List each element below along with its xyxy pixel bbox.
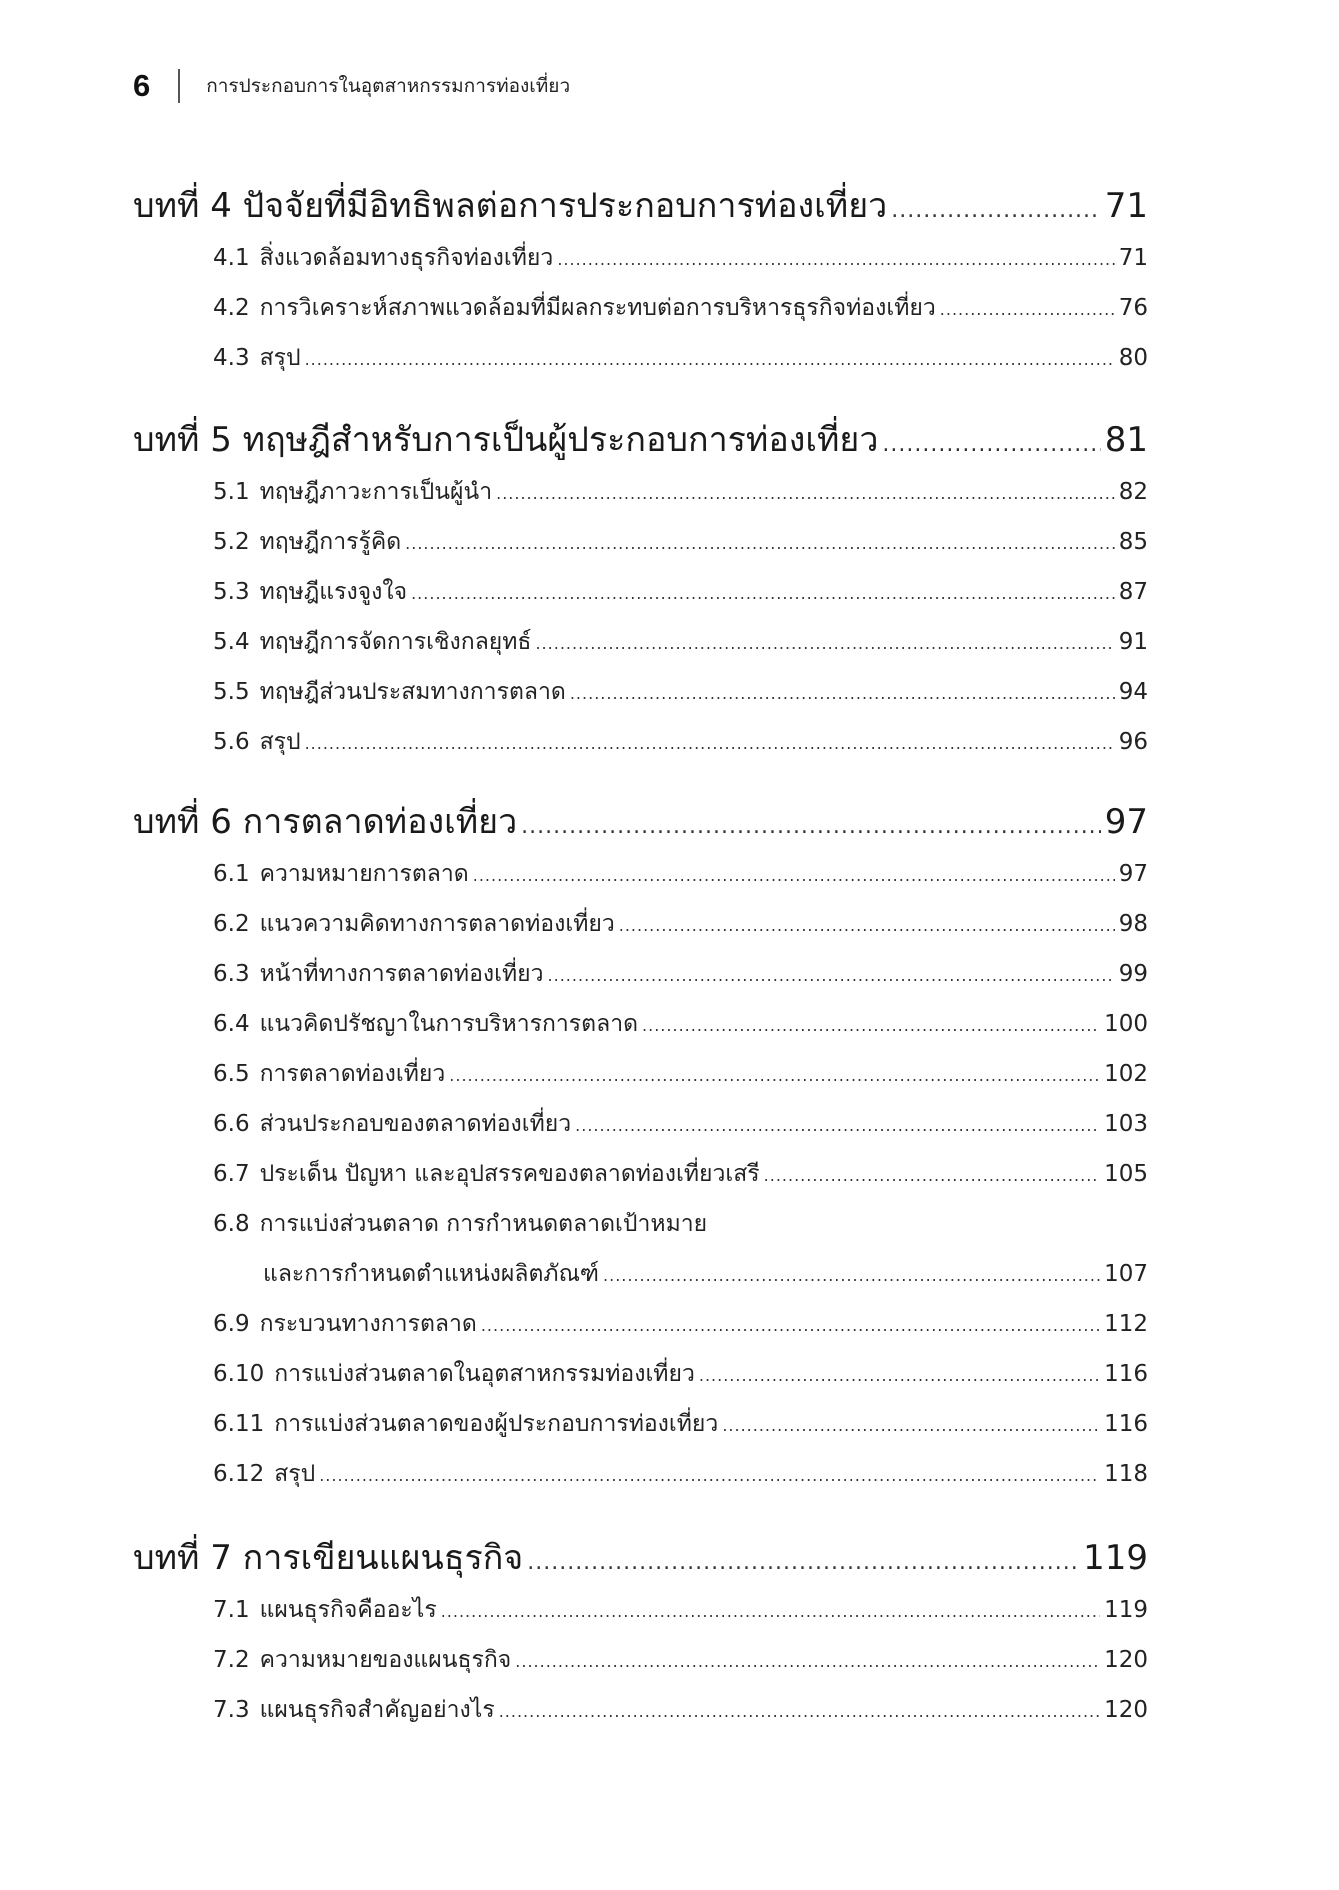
chapter-4-heading[interactable] [133, 178, 1148, 228]
section-title: สรุป [259, 729, 301, 755]
section-number: 4.2 [213, 295, 250, 321]
dot-leader [481, 1316, 1100, 1335]
section-number: 5.6 [213, 729, 250, 755]
chapter-7-heading[interactable] [133, 1530, 1148, 1580]
toc-entry[interactable] [213, 1056, 1148, 1096]
toc-entry[interactable] [213, 1006, 1148, 1046]
dot-leader [499, 1702, 1100, 1721]
toc-entry[interactable] [213, 624, 1148, 664]
section-number: 5.5 [213, 679, 250, 705]
section-number: 6.7 [213, 1161, 250, 1187]
section-page: 103 [1104, 1111, 1148, 1137]
toc-entry-multiline[interactable] [213, 1206, 1148, 1246]
section-number: 5.4 [213, 629, 250, 655]
section-title-continued: และการกำหนดตำแหน่งผลิตภัณฑ์ [263, 1261, 600, 1287]
section-title: ทฤษฎีส่วนประสมทางการตลาด [259, 679, 566, 705]
chapter-title: บทที่ 6 การตลาดท่องเที่ยว [133, 802, 518, 842]
section-number: 6.6 [213, 1111, 250, 1137]
section-number: 7.3 [213, 1697, 250, 1723]
chapter-title: บทที่ 7 การเขียนแผนธุรกิจ [133, 1538, 524, 1578]
dot-leader [441, 1602, 1100, 1621]
dot-leader [535, 634, 1114, 653]
section-number: 6.11 [213, 1411, 265, 1437]
dot-leader [557, 250, 1114, 269]
section-page: 107 [1104, 1261, 1148, 1287]
dot-leader [521, 814, 1101, 839]
section-page: 116 [1104, 1361, 1148, 1387]
section-title: ความหมายของแผนธุรกิจ [259, 1647, 512, 1673]
section-page: 120 [1104, 1697, 1148, 1723]
dot-leader [891, 198, 1101, 223]
dot-leader [570, 684, 1115, 703]
section-title: แนวความคิดทางการตลาดท่องเที่ยว [259, 911, 615, 937]
section-number: 4.1 [213, 245, 250, 271]
section-number: 5.2 [213, 529, 250, 555]
dot-leader [411, 584, 1115, 603]
section-page: 102 [1104, 1061, 1148, 1087]
chapter-page: 119 [1083, 1538, 1148, 1578]
section-number: 6.3 [213, 961, 250, 987]
section-number: 6.1 [213, 861, 250, 887]
running-title: การประกอบการในอุตสาหกรรมการท่องเที่ยว [206, 75, 571, 97]
section-page: 120 [1104, 1647, 1148, 1673]
chapter-title: บทที่ 4 ปัจจัยที่มีอิทธิพลต่อการประกอบการท่องเที่ยว [133, 186, 888, 226]
page-number: 6 [133, 68, 151, 103]
section-title: ความหมายการตลาด [259, 861, 469, 887]
section-page: 85 [1118, 529, 1148, 555]
dot-leader [305, 350, 1115, 369]
page-header [133, 66, 570, 106]
dot-leader [642, 1016, 1100, 1035]
toc-entry[interactable] [213, 1692, 1148, 1732]
section-page: 97 [1118, 861, 1148, 887]
section-page: 116 [1104, 1411, 1148, 1437]
section-page: 96 [1118, 729, 1148, 755]
toc-entry[interactable] [213, 1592, 1148, 1632]
section-number: 7.2 [213, 1647, 250, 1673]
section-number: 6.8 [213, 1211, 250, 1237]
dot-leader [882, 432, 1100, 457]
section-page: 94 [1118, 679, 1148, 705]
chapter-5-heading[interactable] [133, 412, 1148, 462]
dot-leader [619, 916, 1115, 935]
section-page: 119 [1104, 1597, 1148, 1623]
dot-leader [764, 1166, 1100, 1185]
section-page: 105 [1104, 1161, 1148, 1187]
toc-entry[interactable] [213, 1106, 1148, 1146]
section-page: 112 [1104, 1311, 1148, 1337]
dot-leader [575, 1116, 1100, 1135]
section-number: 4.3 [213, 345, 250, 371]
section-title: สรุป [259, 345, 301, 371]
section-title: การแบ่งส่วนตลาดของผู้ประกอบการท่องเที่ยว [274, 1411, 719, 1437]
section-title: ทฤษฎีภาวะการเป็นผู้นำ [259, 479, 493, 505]
dot-leader [515, 1652, 1100, 1671]
section-title: ทฤษฎีการรู้คิด [259, 529, 402, 555]
section-number: 6.5 [213, 1061, 250, 1087]
dot-leader [699, 1366, 1100, 1385]
section-title: กระบวนทางการตลาด [259, 1311, 477, 1337]
section-page: 99 [1118, 961, 1148, 987]
section-number: 6.9 [213, 1311, 250, 1337]
toc-entry[interactable] [213, 1356, 1148, 1396]
toc-entry[interactable] [213, 474, 1148, 514]
section-title: สรุป [274, 1461, 316, 1487]
dot-leader [496, 484, 1115, 503]
section-title: ทฤษฎีการจัดการเชิงกลยุทธ์ [259, 629, 532, 655]
section-title: การวิเคราะห์สภาพแวดล้อมที่มีผลกระทบต่อการบริหารธุรกิจท่องเที่ยว [259, 295, 936, 321]
toc-entry[interactable] [213, 1306, 1148, 1346]
toc-entry-continuation[interactable] [263, 1256, 1148, 1296]
section-number: 6.2 [213, 911, 250, 937]
chapter-page: 81 [1104, 420, 1148, 460]
section-page: 80 [1118, 345, 1148, 371]
toc-entry[interactable] [213, 1456, 1148, 1496]
dot-leader [722, 1416, 1100, 1435]
toc-entry[interactable] [213, 340, 1148, 380]
toc-entry[interactable] [213, 290, 1148, 330]
section-page: 100 [1104, 1011, 1148, 1037]
section-title: แนวคิดปรัชญาในการบริหารการตลาด [259, 1011, 639, 1037]
section-number: 6.12 [213, 1461, 265, 1487]
section-title: การแบ่งส่วนตลาดในอุตสาหกรรมท่องเที่ยว [274, 1361, 695, 1387]
dot-leader [305, 734, 1115, 753]
section-page: 118 [1104, 1461, 1148, 1487]
section-page: 82 [1118, 479, 1148, 505]
toc-entry[interactable] [213, 906, 1148, 946]
section-page: 98 [1118, 911, 1148, 937]
section-title: การตลาดท่องเที่ยว [259, 1061, 446, 1087]
toc-entry[interactable] [213, 674, 1148, 714]
section-page: 91 [1118, 629, 1148, 655]
header-divider [178, 69, 180, 103]
dot-leader [603, 1266, 1100, 1285]
chapter-page: 97 [1104, 802, 1148, 842]
chapter-6-heading[interactable] [133, 794, 1148, 844]
section-page: 87 [1118, 579, 1148, 605]
toc-entry[interactable] [213, 1642, 1148, 1682]
section-title: ส่วนประกอบของตลาดท่องเที่ยว [259, 1111, 572, 1137]
dot-leader [527, 1550, 1079, 1575]
chapter-title: บทที่ 5 ทฤษฎีสำหรับการเป็นผู้ประกอบการท่องเที่ยว [133, 420, 879, 460]
toc-entry[interactable] [213, 524, 1148, 564]
dot-leader [940, 300, 1115, 319]
toc-entry[interactable] [213, 856, 1148, 896]
dot-leader [449, 1066, 1100, 1085]
toc-entry[interactable] [213, 956, 1148, 996]
toc-entry[interactable] [213, 574, 1148, 614]
section-number: 7.1 [213, 1597, 250, 1623]
toc-entry[interactable] [213, 724, 1148, 764]
section-title: ประเด็น ปัญหา และอุปสรรคของตลาดท่องเที่ยวเสรี [259, 1161, 760, 1187]
section-title: สิ่งแวดล้อมทางธุรกิจท่องเที่ยว [259, 245, 554, 271]
dot-leader [548, 966, 1115, 985]
toc-entry[interactable] [213, 1156, 1148, 1196]
dot-leader [473, 866, 1115, 885]
section-title: หน้าที่ทางการตลาดท่องเที่ยว [259, 961, 544, 987]
dot-leader [405, 534, 1115, 553]
section-page: 76 [1118, 295, 1148, 321]
chapter-page: 71 [1104, 186, 1148, 226]
toc-entry[interactable] [213, 1406, 1148, 1446]
section-title: การแบ่งส่วนตลาด การกำหนดตลาดเป้าหมาย [259, 1211, 708, 1237]
section-title: แผนธุรกิจคืออะไร [259, 1597, 437, 1623]
section-title: ทฤษฎีแรงจูงใจ [259, 579, 408, 605]
dot-leader [319, 1466, 1100, 1485]
section-number: 5.3 [213, 579, 250, 605]
section-number: 5.1 [213, 479, 250, 505]
section-number: 6.10 [213, 1361, 265, 1387]
toc-entry[interactable] [213, 240, 1148, 280]
section-title: แผนธุรกิจสำคัญอย่างไร [259, 1697, 495, 1723]
section-number: 6.4 [213, 1011, 250, 1037]
section-page: 71 [1118, 245, 1148, 271]
